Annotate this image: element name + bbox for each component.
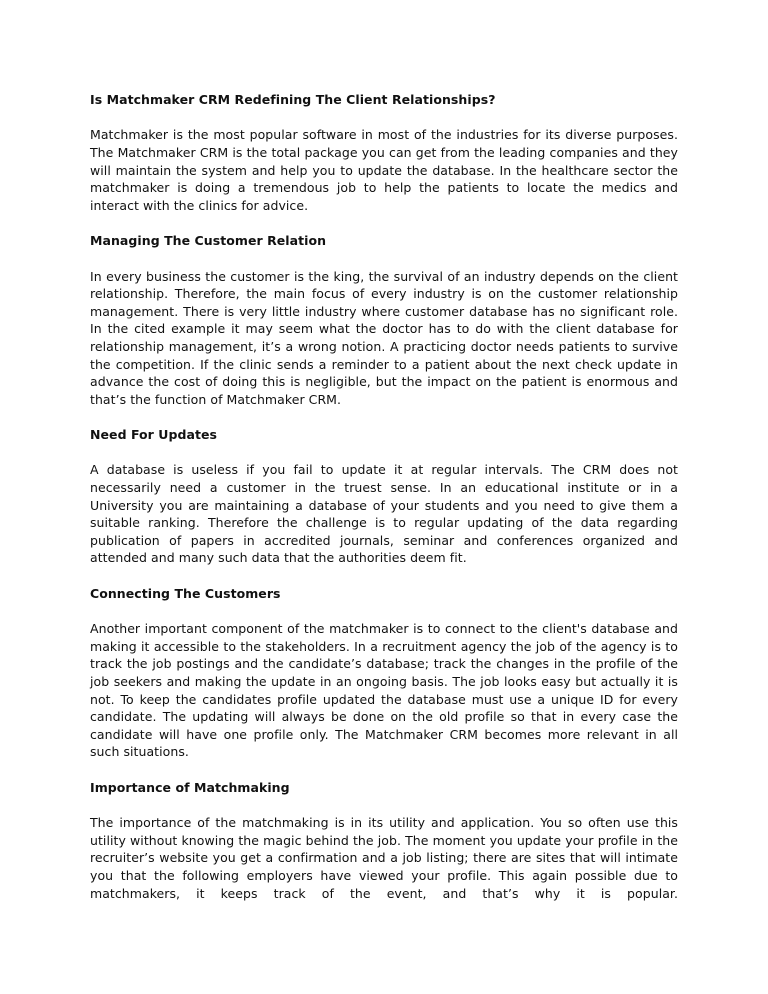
section-heading-updates: Need For Updates [90, 427, 218, 443]
section-body-importance: The importance of the matchmaking is in its utility and application. You so often use this utility without knowing the magic behind the job. The moment you update your profile in the recruiter’s website you get a confirmation and a job listing; there are sites that will intimate you that the following employers have viewed your profile. This again possible due to matchmakers, it keeps track of the event, and that’s why it is popular. [90, 815, 678, 901]
section-body-updates: A database is useless if you fail to update it at regular intervals. The CRM does not necessarily need a customer in the truest sense. In an educational institute or in a University you are maintaining a database of your students and you need to give them a suitable ranking. Therefore the challenge is to regular updating of the data regarding publication of papers in accredited journals, seminar and conferences organized and attended and many such data that the authorities deem fit. [90, 462, 678, 566]
intro-paragraph: Matchmaker is the most popular software in most of the industries for its diverse purposes. The Matchmaker CRM is the total package you can get from the leading companies and they will maintain the system and help you to update the database. In the healthcare sector the matchmaker is doing a tremendous job to help the patients to locate the medics and interact with the clinics for advice. [90, 127, 678, 213]
document-page [90, 91, 678, 902]
section-body-customer-relation: In every business the customer is the king, the survival of an industry depends on the client relationship. Therefore, the main focus of every industry is on the customer relationship management. There is very little industry where customer database has no significant role. In the cited example it may seem what the doctor has to do with the client database for relationship management, it’s a wrong notion. A practicing doctor needs patients to survive the competition. If the clinic sends a reminder to a patient about the next check update in advance the cost of doing this is negligible, but the impact on the patient is enormous and that’s the function of Matchmaker CRM. [90, 268, 678, 407]
section-body-connecting-customers: Another important component of the matchmaker is to connect to the client's database and making it accessible to the stakeholders. In a recruitment agency the job of the agency is to track the job postings and the candidate’s database; track the changes in the profile of the job seekers and making the update in an ongoing basis. The job looks easy but actually it is not. To keep the candidates profile updated the database must use a unique ID for every candidate. The updating will always be done on the old profile so that in every case the candidate will have one profile only. The Matchmaker CRM becomes more relevant in all such situations. [90, 621, 678, 760]
document-title: Is Matchmaker CRM Redefining The Client Relationships? [90, 92, 496, 107]
section-heading-connecting-customers: Connecting The Customers [90, 585, 281, 601]
section-heading-customer-relation: Managing The Customer Relation [90, 233, 327, 249]
section-heading-importance: Importance of Matchmaking [90, 779, 290, 795]
